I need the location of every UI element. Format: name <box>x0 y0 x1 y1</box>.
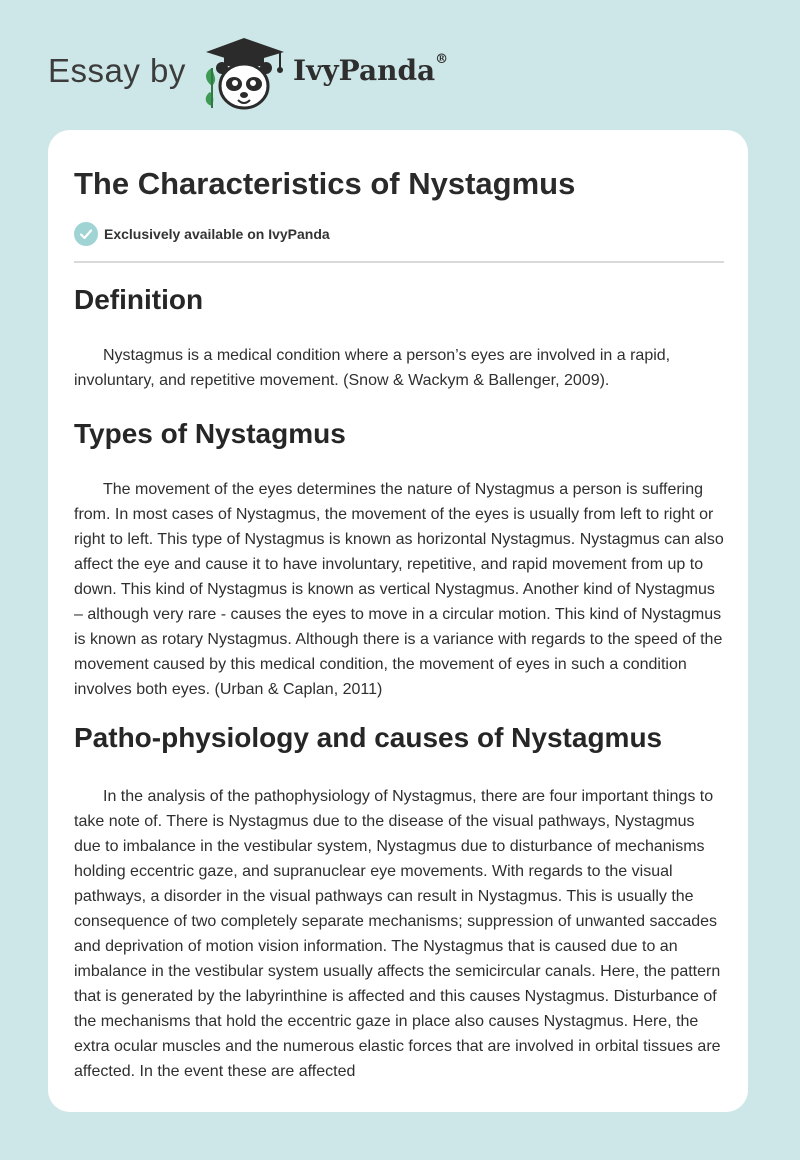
exclusive-text: Exclusively available on IvyPanda <box>104 226 330 242</box>
section-heading: Types of Nystagmus <box>74 418 346 449</box>
section-heading: Definition <box>74 284 204 315</box>
check-circle-icon <box>74 222 98 246</box>
panda-graduate-icon[interactable] <box>200 34 288 112</box>
essay-by-label: Essay by <box>48 52 186 89</box>
section-paragraph: Nystagmus is a medical condition where a person’s eyes are involved in a rapid, involuntary, and repetitive movement. (Snow & Wackym & Ballenger, 2009). <box>74 347 671 389</box>
section-paragraph: In the analysis of the pathophysiology of Nystagmus, there are four important things to take note of. There is Nystagmus due to the disease of the visual pathways, Nystagmus due to imbalance in the vestibular system, Nystagmus due to disturbance of mechanisms holding eccentric gaze, and supranuclear eye movements. With regards to the visual pathways, a disorder in the visual pathways can result in Nystagmus. This is usually the consequence of two completely separate mechanisms; suppression of unwanted saccades and deprivation of motion vision information. The Nystagmus that is caused due to an imbalance in the vestibular system usually affects the semicircular canals. Here, the pattern that is generated by the labyrinthine is affected and this causes Nystagmus. Disturbance of the mechanisms that hold the eccentric gaze in place also causes Nystagmus. Here, the extra ocular muscles and the numerous elastic forces that are involved in orbital tissues are affected. In the event these are affected <box>74 788 721 1080</box>
page-title: The Characteristics of Nystagmus <box>74 166 576 201</box>
section-definition <box>74 282 724 393</box>
registered-mark: ® <box>435 52 449 67</box>
section-heading: Patho-physiology and causes of Nystagmus <box>74 722 663 753</box>
essay-card <box>48 130 748 1112</box>
article-body <box>74 282 724 1084</box>
site-header <box>0 0 800 130</box>
section-pathophysiology <box>74 720 724 1084</box>
section-types <box>74 416 724 702</box>
brand-name[interactable]: IvyPanda® <box>293 52 449 87</box>
exclusive-badge <box>74 222 330 246</box>
section-paragraph: The movement of the eyes determines the nature of Nystagmus a person is suffering from. In most cases of Nystagmus, the movement of the eyes is usually from left to right or right to left. This type of Nystagmus is known as horizontal Nystagmus. Nystagmus can also affect the eye and cause it to have involuntary, repetitive, and rapid movement from up to down. This kind of Nystagmus is known as vertical Nystagmus. Another kind of Nystagmus – although very rare - causes the eyes to move in a circular motion. This kind of Nystagmus is known as rotary Nystagmus. Although there is a variance with regards to the speed of the movement caused by this medical condition, the movement of eyes in such a condition involves both eyes. (Urban & Caplan, 2011) <box>74 481 724 698</box>
divider <box>74 261 724 263</box>
